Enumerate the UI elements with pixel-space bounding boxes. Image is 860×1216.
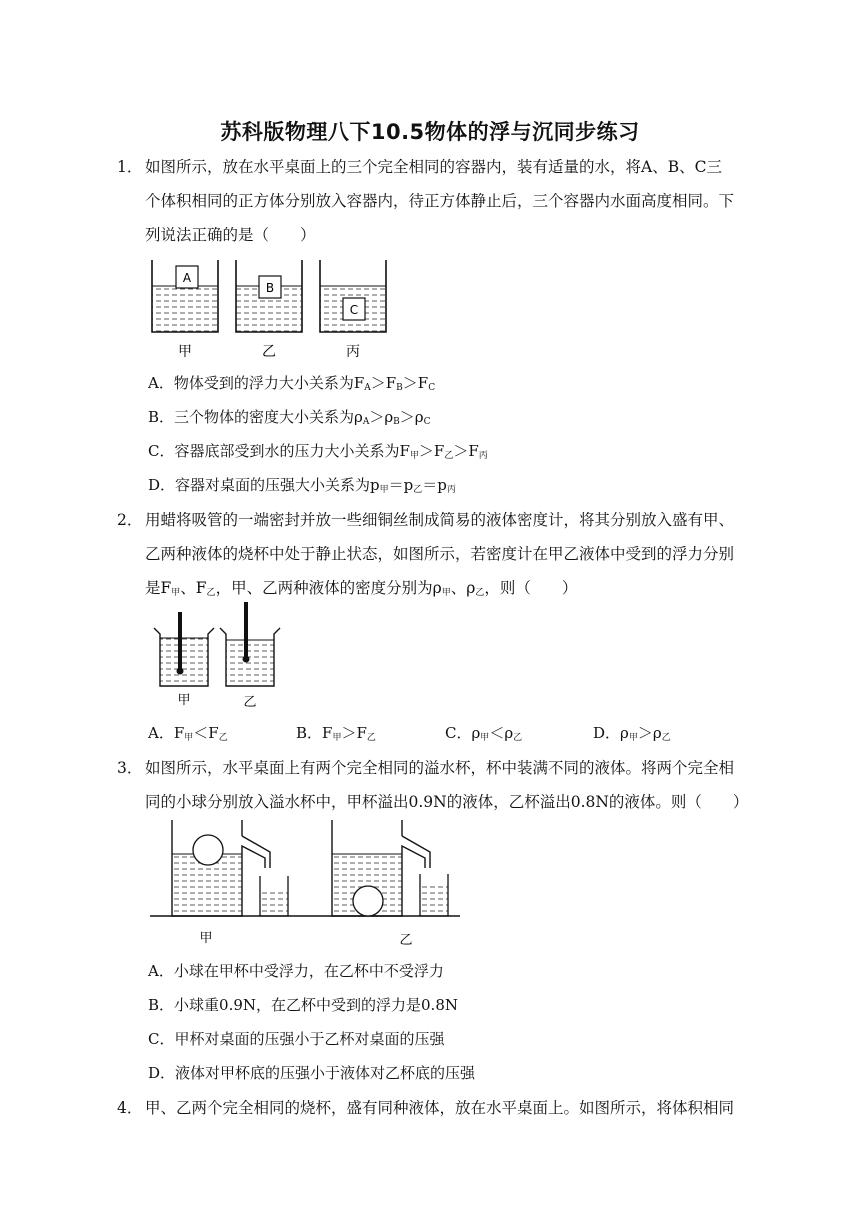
q4-line-1: 甲、乙两个完全相同的烧杯，盛有同种液体，放在水平桌面上。如图所示，将体积相同 — [145, 1099, 735, 1117]
q3-label-yi: 乙 — [399, 933, 413, 948]
q3-figure — [150, 818, 470, 948]
q3-label-jia: 甲 — [199, 931, 213, 946]
q2-line-2: 乙两种液体的烧杯中处于静止状态，如图所示，若密度计在甲乙液体中受到的浮力分别 — [145, 545, 735, 563]
q1-option-b: B．三个物体的密度大小关系为$\rho_A>\rho_B>\rho_C$ — [148, 408, 431, 427]
q2-option-c: C．$\rho_甲<\rho_乙$ — [445, 724, 523, 743]
q1-label-jia: 甲 — [178, 344, 192, 360]
q1-figure — [148, 256, 398, 364]
q3-option-b: B．小球重0.9N，在乙杯中受到的浮力是0.8N — [148, 996, 458, 1014]
q2-option-b: B．$F_甲>F_乙$ — [296, 724, 376, 743]
ball-jia — [193, 835, 223, 865]
q2-number: 2． — [117, 511, 143, 529]
q1-line-3: 列说法正确的是（ ） — [145, 226, 316, 244]
q1-label-bing: 丙 — [346, 344, 360, 360]
q3-number: 3． — [117, 759, 143, 777]
q2-option-a: A．$F_甲<F_乙$ — [148, 724, 228, 743]
container-jia — [152, 260, 218, 332]
q1-option-c: C．容器底部受到水的压力大小关系为$F_甲>F_乙>F_丙$ — [148, 442, 488, 461]
q1-label-yi: 乙 — [262, 344, 276, 360]
q2-label-jia: 甲 — [177, 693, 191, 708]
overflow-cup-yi — [332, 820, 448, 916]
q3-option-c: C．甲杯对桌面的压强小于乙杯对桌面的压强 — [148, 1030, 445, 1048]
q1-number: 1． — [117, 158, 143, 176]
block-c-label: C — [349, 303, 359, 317]
q1-option-d: D．容器对桌面的压强大小关系为$p_甲=p_乙=p_丙$ — [148, 476, 456, 495]
q1-line-1: 如图所示，放在水平桌面上的三个完全相同的容器内，装有适量的水，将A、B、C三 — [145, 158, 722, 176]
container-bing — [320, 260, 386, 332]
q1-line-2: 个体积相同的正方体分别放入容器内，待正方体静止后，三个容器内水面高度相同。下 — [145, 192, 735, 210]
container-yi — [236, 260, 302, 332]
q1-option-a: A．物体受到的浮力大小关系为$F_A>F_B>F_C$ — [148, 374, 436, 393]
q2-label-yi: 乙 — [243, 695, 257, 710]
overflow-cup-jia — [172, 820, 288, 916]
q2-line-1: 用蜡将吸管的一端密封并放一些细铜丝制成简易的液体密度计，将其分别放入盛有甲、 — [145, 511, 735, 529]
q3-line-1: 如图所示，水平桌面上有两个完全相同的溢水杯，杯中装满不同的液体。将两个完全相 — [145, 759, 735, 777]
q3-line-2: 同的小球分别放入溢水杯中，甲杯溢出0.9N的液体，乙杯溢出0.8N的液体。则（ ） — [145, 793, 749, 811]
q2-figure — [150, 600, 290, 712]
q2-line-3: 是$F_甲$、$F_乙$，甲、乙两种液体的密度分别为$\rho_甲$、$\rho_乙$，则（ ） — [145, 579, 578, 598]
q3-option-a: A．小球在甲杯中受浮力，在乙杯中不受浮力 — [148, 962, 444, 980]
q4-number: 4． — [117, 1099, 143, 1117]
q2-option-d: D．$\rho_甲>\rho_乙$ — [593, 724, 671, 743]
beaker-yi — [220, 602, 280, 686]
page-title: 苏科版物理八下10.5物体的浮与沉同步练习 — [220, 120, 640, 144]
block-b-label: B — [265, 281, 275, 295]
ball-yi — [353, 886, 383, 916]
q3-option-d: D．液体对甲杯底的压强小于液体对乙杯底的压强 — [148, 1064, 476, 1082]
beaker-jia — [154, 612, 214, 686]
block-a-label: A — [182, 271, 192, 285]
